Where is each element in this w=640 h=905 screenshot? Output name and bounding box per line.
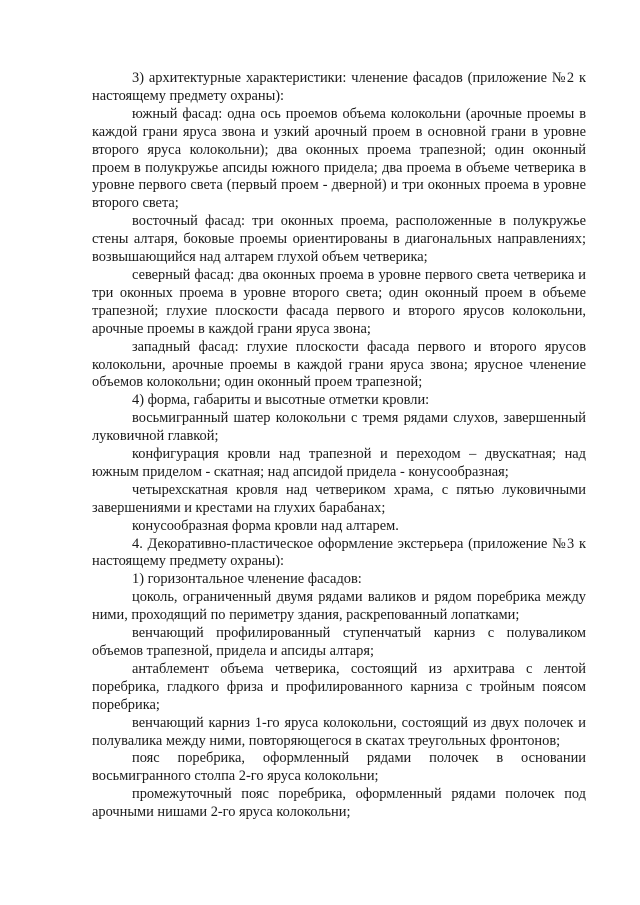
paragraph-intermediate-belt: промежуточный пояс поребрика, оформленный рядами полочек под арочными нишами 2-го яруса колокольни; [92,786,586,821]
paragraph-entablature: антаблемент объема четверика, состоящий из архитрава с лентой поребрика, гладкого фриза и профилированного карниза с тройным поясом поребрика; [92,660,586,713]
paragraph-east-facade: восточный фасад: три оконных проема, расположенные в полукружье стены алтаря, боковые проемы ориентированы в диагональных направлениях; возвышающийся над алтарем глухой объем четверика; [92,213,586,266]
paragraph-west-facade: западный фасад: глухие плоскости фасада первого и второго ярусов колокольни, арочные проемы в каждой грани яруса звона; ярусное членение объемов колокольни; один оконный проем трапезной; [92,338,586,391]
paragraph-roof-heading: 4) форма, габариты и высотные отметки кровли: [132,392,430,409]
paragraph-first-tier-cornice: венчающий карниз 1-го яруса колокольни, состоящий из двух полочек и полувалика между ними, повторяющегося в скатах треугольных фронтонов; [92,714,586,749]
paragraph-horizontal-division: 1) горизонтальное членение фасадов: [132,571,362,588]
paragraph-altar-roof: конусообразная форма кровли над алтарем. [132,517,399,534]
paragraph-crowning-cornice: венчающий профилированный ступенчатый карниз с полуваликом объемов трапезной, придела и апсиды алтаря; [92,625,586,659]
paragraph-architectural-characteristics: 3) архитектурные характеристики: членение фасадов (приложение №2 к настоящему предмету охраны): [92,70,586,104]
paragraph-plinth: цоколь, ограниченный двумя рядами валиков и рядом поребрика между ними, проходящий по периметру здания, раскрепованный лопатками; [92,589,586,624]
paragraph-brick-belt: пояс поребрика, оформленный рядами полочек в основании восьмигранного столпа 2-го яруса колокольни; [92,750,586,785]
paragraph-north-facade: северный фасад: два оконных проема в уровне первого света четверика и три оконных проема в уровне второго света; один оконный проем в объеме трапезной; глухие плоскости фасада первого и второго ярусов колокольни, арочные проемы в каждой грани яруса звона; [92,266,586,337]
paragraph-bell-tower-tent: восьмигранный шатер колокольни с тремя рядами слухов, завершенный луковичной главкой; [92,410,586,445]
paragraph-south-facade: южный фасад: одна ось проемов объема колокольни (арочные проемы в каждой грани яруса звона и узкий арочный проем в основной грани в уровне второго яруса колокольни); два оконных проема трапезной; один оконный проем в полукружье апсиды южного придела; два проема в объеме четверика в уровне первого света (первый проем - дверной) и три оконных проема в уровне второго света; [92,105,586,212]
paragraph-refectory-roof: конфигурация кровли над трапезной и переходом – двускатная; над южным приделом - скатная; над апсидой придела - конусообразная; [92,446,586,480]
paragraph-quadrangle-roof: четырехскатная кровля над четвериком храма, с пятью луковичными завершениями и крестами на глухих барабанах; [92,481,586,516]
document-page [92,70,586,822]
paragraph-decorative-heading: 4. Декоративно-пластическое оформление экстерьера (приложение №3 к настоящему предмету охраны): [92,535,586,570]
